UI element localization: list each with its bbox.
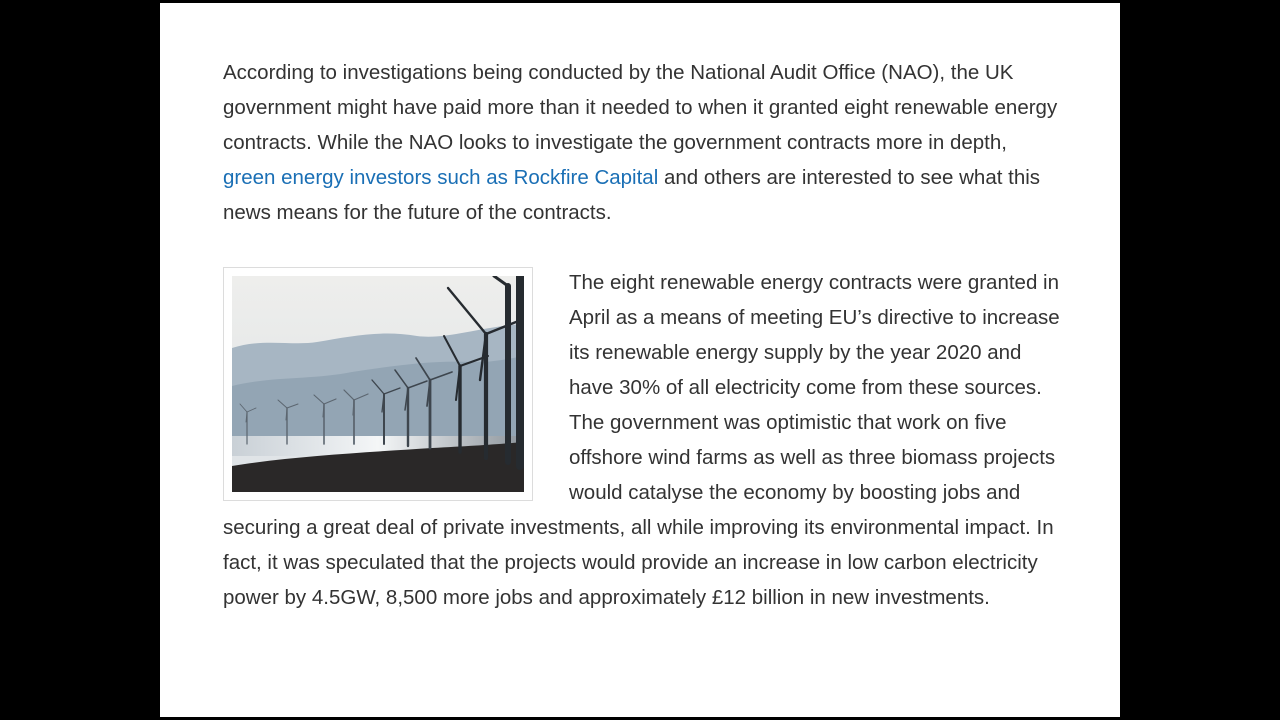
article-body [223,55,1063,615]
paragraph-intro-text-after: and others are interested to see what this news means for the future of the contracts. [223,166,1041,224]
paragraph-intro-text-before: According to investigations being conducted by the National Audit Office (NAO), the UK government might have paid more than it needed to when it granted eight renewable energy contracts. While the NAO looks to investigate the government contracts more in depth, [223,61,1058,154]
rockfire-capital-link[interactable]: green energy investors such as Rockfire Capital [223,166,659,189]
wind-turbines-image [232,276,524,492]
article-page [160,3,1120,717]
wind-turbines-photo [223,267,533,501]
paragraph-contracts: The eight renewable energy contracts were granted in April as a means of meeting EU’s directive to increase its renewable energy supply by the year 2020 and have 30% of all electricity come from these sources. The government was optimistic that work on five offshore wind farms as well as three biomass projects would catalyse the economy by boosting jobs and securing a great deal of private investments, all while improving its environmental impact. In fact, it was speculated that the projects would provide an increase in low carbon electricity power by 4.5GW, 8,500 more jobs and approximately £12 billion in new investments. [223,271,1060,609]
paragraph-intro [223,55,1063,230]
